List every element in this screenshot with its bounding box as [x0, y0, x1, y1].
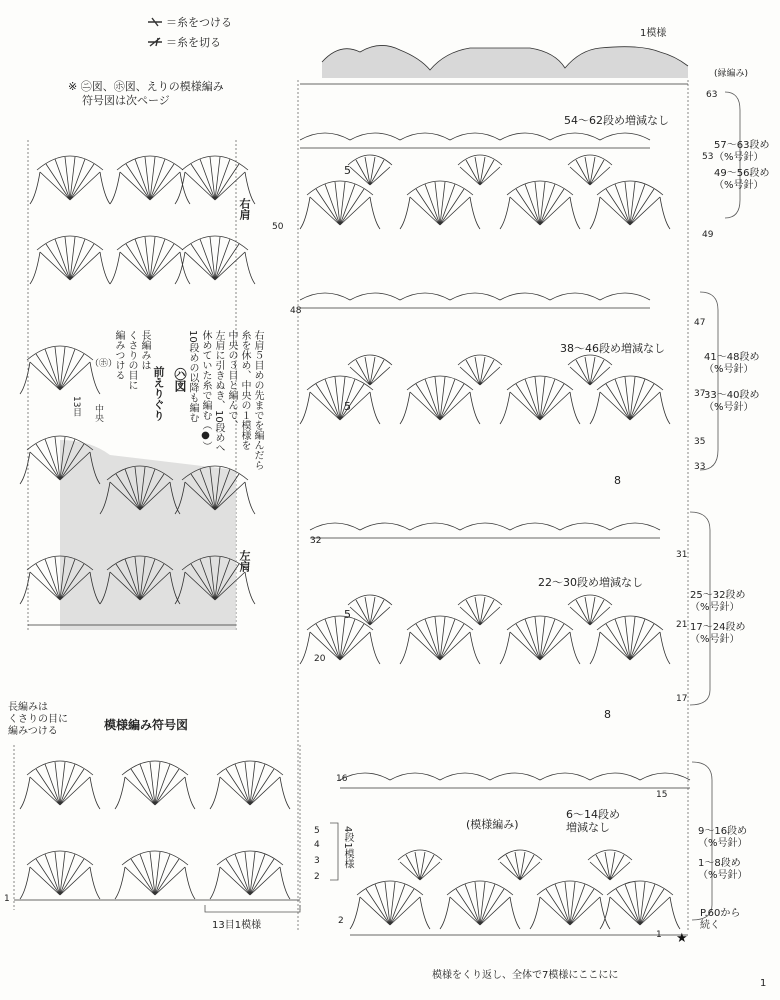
symbol-row-1: 1 [4, 894, 10, 904]
page-number: 1 [760, 978, 767, 989]
long-stitch-note: 長編みは くさりの目に 編みつける [113, 330, 150, 390]
row-number-15: 15 [656, 790, 668, 800]
row-number-20: 20 [314, 654, 326, 664]
legend-note: ※ ㋥図、㋭図、えりの模様編み [68, 80, 224, 93]
edging-label: (縁編み) [714, 69, 749, 79]
row-number-33: 33 [694, 462, 706, 472]
row-number-1: 1 [656, 930, 662, 940]
inner-number-5a: 5 [344, 164, 351, 177]
bracket-1-8: 1～8段め （%号針） [698, 858, 748, 881]
left-instructions: 右肩５目めの先までを編んだら 糸を休め、中央の１模様を 中央の３目と編んで、 左肩に引きぬき、10段めへ 休めていた糸で編む（●） 10段めの以降も編む [187, 330, 263, 470]
section-6-14: 6～14段め 増減なし [566, 808, 620, 834]
diagram-title: ㋩図 [173, 368, 187, 392]
row-number-32: 32 [310, 536, 322, 546]
thirteen-stitch-label: 13目 [71, 396, 81, 417]
pattern-label: (模様編み) [466, 818, 519, 831]
legend-cut-yarn: ＝糸を切る [166, 36, 221, 49]
row-number-49: 49 [702, 230, 714, 240]
bracket-9-16: 9～16段め （%号針） [698, 826, 748, 849]
left-shoulder-label: 左肩 [238, 550, 251, 572]
bracket-41-48: 41～48段め （%号針） [704, 352, 760, 375]
symbol-chart-title: 模様編み符号図 [104, 718, 189, 732]
continue-note: P.60から 続く [700, 908, 741, 931]
symbol-row-5: 5 [314, 826, 320, 836]
row-number-21: 21 [676, 620, 688, 630]
bracket-49-56: 49～56段め （%号針） [714, 168, 770, 191]
left-mark: （㋭） [90, 359, 118, 369]
section-22-30: 22～30段め増減なし [538, 576, 643, 589]
inner-number-5b: 5 [344, 400, 351, 413]
thirteen-stitch-pattern: 13目1模様 [212, 920, 262, 931]
inner-number-5c: 5 [344, 608, 351, 621]
svg-text:★: ★ [676, 931, 688, 946]
row-number-37: 37 [694, 389, 706, 399]
row-number-31: 31 [676, 550, 688, 560]
row-63: 63 [706, 90, 718, 100]
one-pattern-label: 1模様 [640, 28, 667, 39]
legend-attach-yarn: ＝糸をつける [166, 16, 232, 29]
legend-note-2: 符号図は次ページ [82, 94, 170, 107]
row-number-35: 35 [694, 437, 706, 447]
symbol-row-2: 2 [314, 872, 320, 882]
bracket-17-24: 17～24段め （%号針） [690, 622, 746, 645]
row-number-2: 2 [338, 916, 344, 926]
row-number-53: 53 [702, 152, 714, 162]
four-row-pattern: 4段1模様 [342, 826, 353, 869]
row-number-17: 17 [676, 694, 688, 704]
bracket-33-40: 33～40段め （%号針） [704, 390, 760, 413]
diagram-subtitle: 前えりぐり [152, 366, 165, 421]
center-label: 中央 [93, 404, 103, 422]
symbol-chart-note: 長編みは くさりの目に 編みつける [8, 702, 68, 737]
symbol-row-4: 4 [314, 840, 320, 850]
bracket-25-32: 25～32段め （%号針） [690, 590, 746, 613]
section-54-62: 54～62段め増減なし [564, 114, 669, 127]
repeat-note: 模様をくり返し、全体で7模様にここにに [432, 970, 619, 981]
row-number-47: 47 [694, 318, 706, 328]
bracket-57-63: 57～63段め （%号針） [714, 140, 770, 163]
row-number-16: 16 [336, 774, 348, 784]
inner-number-8b: 8 [604, 708, 611, 721]
inner-number-8a: 8 [614, 474, 621, 487]
right-shoulder-label: 右肩 [238, 198, 251, 220]
section-38-46: 38～46段め増減なし [560, 342, 665, 355]
symbol-row-3: 3 [314, 856, 320, 866]
row-number-48: 48 [290, 306, 302, 316]
row-number-50: 50 [272, 222, 284, 232]
